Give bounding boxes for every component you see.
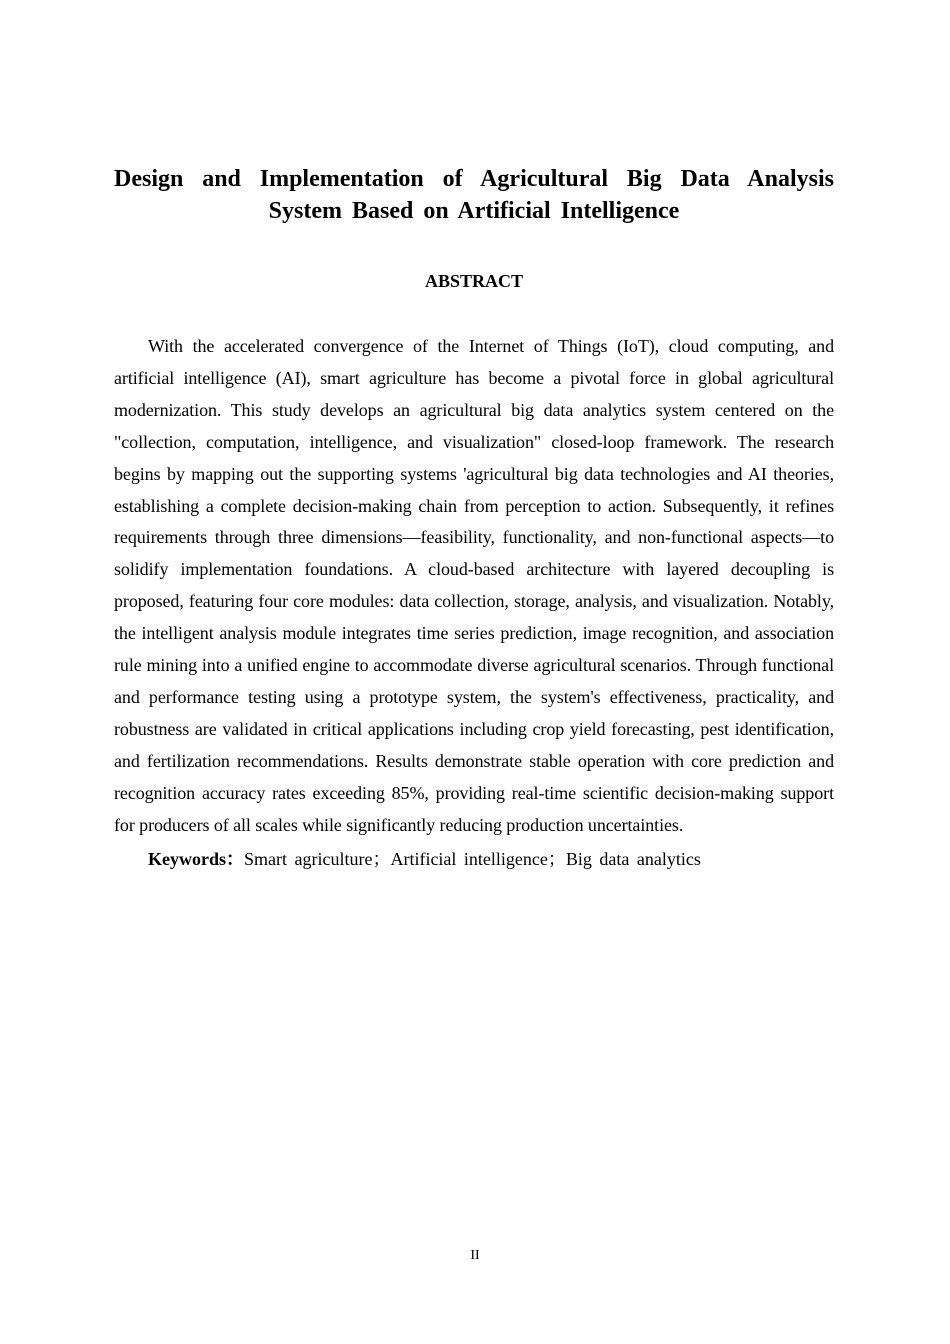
paper-title-line-1: Design and Implementation of Agricultural Big Data Analysis: [114, 166, 834, 192]
keywords-line: [114, 844, 834, 876]
abstract-heading: ABSTRACT: [424, 271, 524, 291]
abstract-page: [114, 163, 834, 875]
paper-title: [114, 163, 834, 227]
page-number: II: [470, 1248, 480, 1263]
abstract-body: With the accelerated convergence of the Internet of Things (IoT), cloud computing, and artificial intelligence (AI), smart agriculture has become a pivotal force in global agricultural modernization. This study develops an agricultural big data analytics system centered on the "collection, computation, intelligence, and visualization" closed-loop framework. The research begins by mapping out the supporting systems 'agricultural big data technologies and AI theories, establishing a complete decision-making chain from perception to action. Subsequently, it refines requirements through three dimensions—feasibility, functionality, and non-functional aspects—to solidify implementation foundations. A cloud-based architecture with layered decoupling is proposed, featuring four core modules: data collection, storage, analysis, and visualization. Notably, the intelligent analysis module integrates time series prediction, image recognition, and association rule mining into a unified engine to accommodate diverse agricultural scenarios. Through functional and performance testing using a prototype system, the system's effectiveness, practicality, and robustness are validated in critical applications including crop yield forecasting, pest identification, and fertilization recommendations. Results demonstrate stable operation with core prediction and recognition accuracy rates exceeding 85%, providing real-time scientific decision-making support for producers of all scales while significantly reducing production uncertainties.: [114, 336, 834, 835]
keywords-label: Keywords：: [148, 848, 244, 869]
keywords-text: Smart agriculture；Artificial intelligence；Big data analytics: [244, 848, 701, 869]
paper-title-line-2: System Based on Artificial Intelligence: [268, 198, 680, 224]
